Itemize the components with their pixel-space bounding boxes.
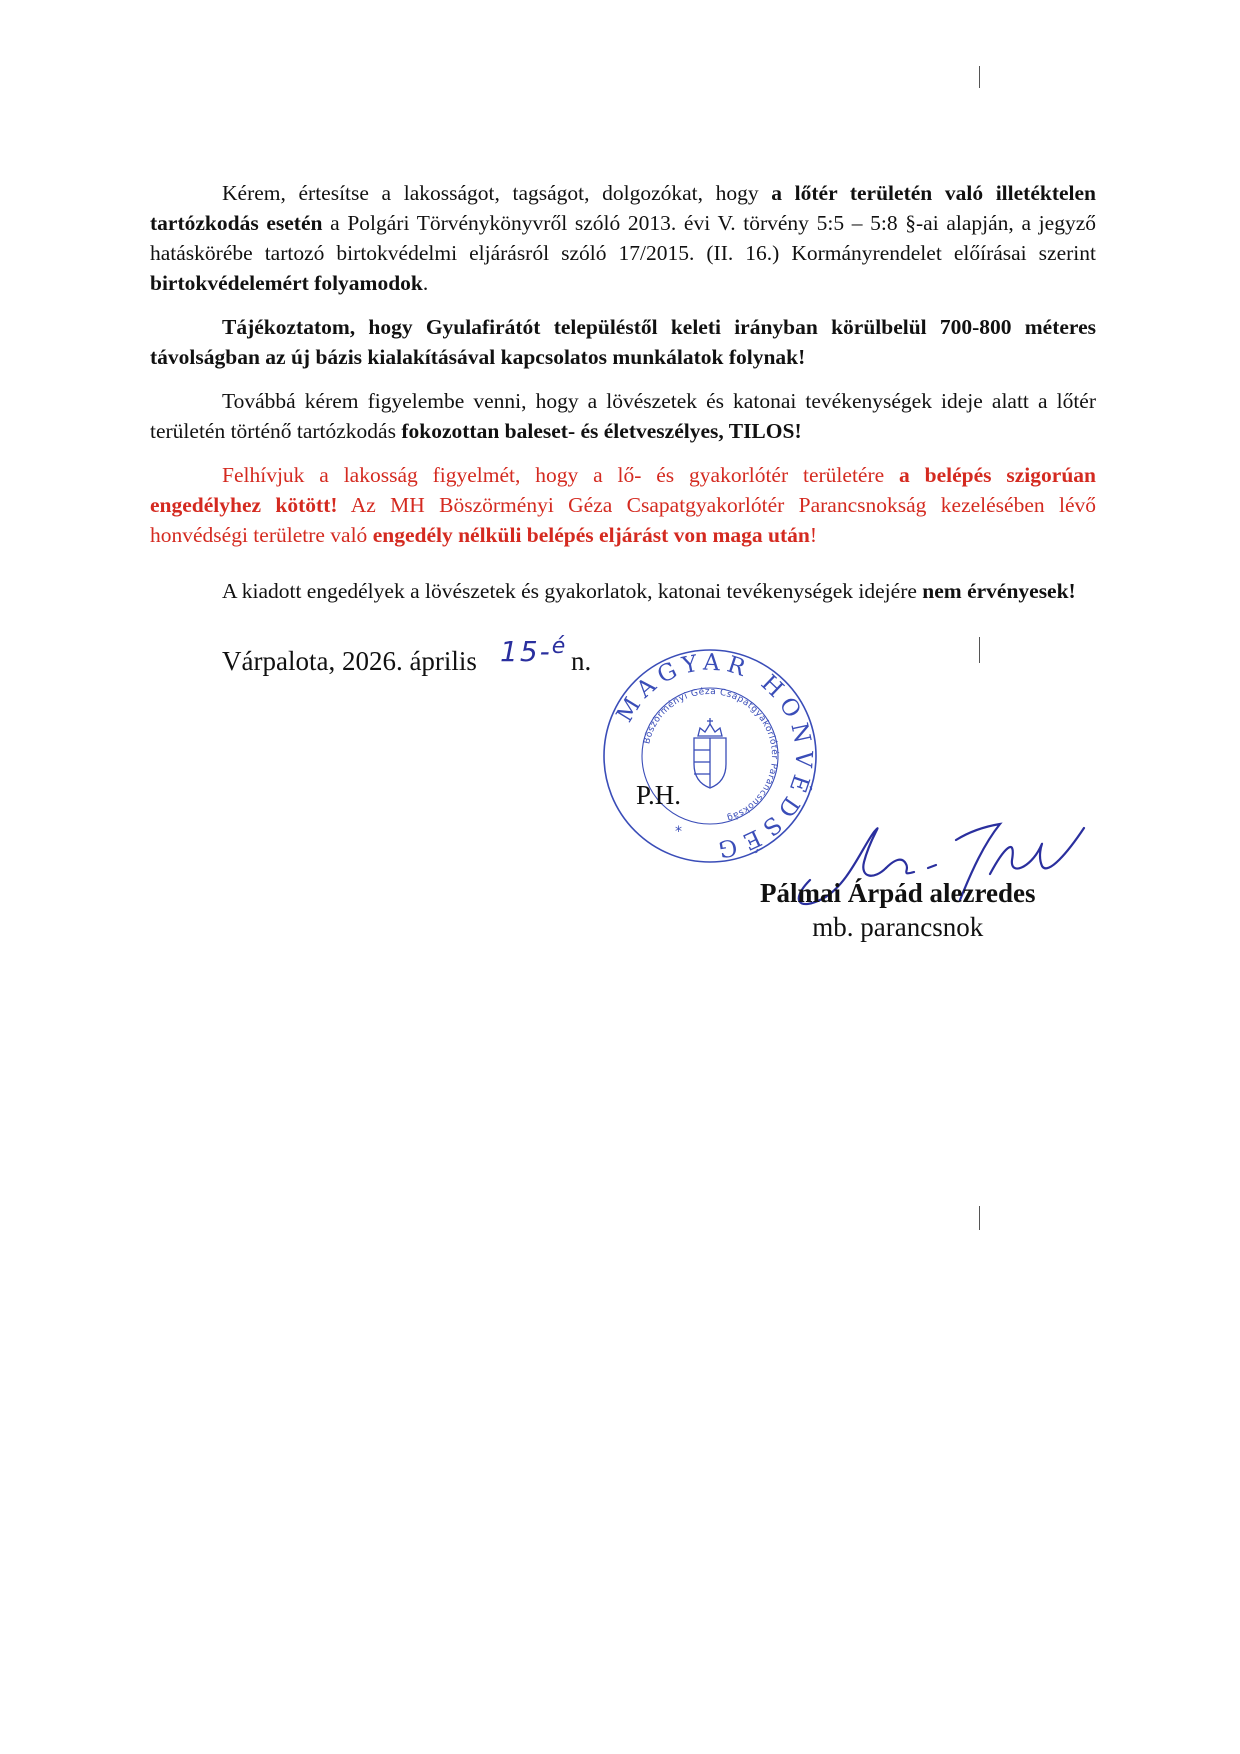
text-run: a Polgári Törvénykönyvről szóló 2013. évi V. törvény 5:5 – 5:8 §-ai alapján, a jegyző hatáskörébe tartozó birtokvédelmi eljárásról szóló 17/2015. (II. 16.) Kormányrendelet előírásai szerint [150, 211, 1096, 265]
text-run: . [422, 271, 429, 295]
paragraph [150, 576, 1096, 606]
bold-text: nem érvényesek! [922, 579, 1076, 603]
paragraph [150, 178, 1096, 298]
bold-text: birtokvédelemért folyamodok [150, 271, 423, 295]
bold-text: fokozottan baleset- és életveszélyes, TILOS! [401, 419, 802, 443]
bold-text: Tájékoztatom, hogy Gyulafirátót településtől keleti irányban körülbelül 700-800 méteres távolságban az új bázis kialakításával kapcsolatos munkálatok folynak! [150, 315, 1096, 369]
handwritten-day: 15-$^é$ [500, 634, 568, 668]
scan-mark [979, 66, 980, 88]
paragraph [150, 386, 1096, 446]
stamp-star-icon: * [675, 824, 682, 840]
signatory-block [760, 876, 1035, 944]
text-run: ! [809, 523, 818, 547]
text-run: Felhívjuk a lakosság figyelmét, hogy a lő- és gyakorlótér területére [222, 463, 900, 487]
signatory-name: Pálmai Árpád alezredes [760, 878, 1036, 908]
text-run: Továbbá kérem figyelembe venni, hogy a lövészetek és katonai tevékenységek ideje alatt a lőtér területén történő tartózkodás [150, 389, 1096, 443]
text-run: Az MH Böszörményi Géza Csapatgyakorlótér Parancsnokság kezelésében lévő honvédségi területre való [150, 493, 1097, 547]
stamp-inner-text: Böszörményi Géza Csapatgyakorlótér Parancsnokság [642, 686, 780, 823]
ph-label: P.H. [636, 780, 682, 810]
scan-mark [979, 1206, 980, 1230]
paragraph [150, 312, 1096, 372]
date-line [222, 646, 477, 677]
paragraph [150, 460, 1096, 550]
stamp-outer-text: MAGYAR HONVÉDSÉG [611, 649, 817, 863]
text-run: A kiadott engedélyek a lövészetek és gyakorlatok, katonai tevékenységek idejére [222, 579, 923, 603]
bold-text: a lőtér területén való illetéktelen tartózkodás esetén [150, 181, 1096, 235]
letter-body [150, 178, 1096, 620]
signatory-title: mb. parancsnok [812, 912, 984, 942]
date-suffix: n. [571, 646, 592, 676]
coat-of-arms-icon [694, 718, 726, 788]
scan-mark [979, 637, 980, 663]
bold-text: a belépés szigorúan engedélyhez kötött! [150, 463, 1096, 517]
date-prefix: Várpalota, 2026. április [222, 646, 477, 676]
text-run: Kérem, értesítse a lakosságot, tagságot, dolgozókat, hogy [222, 181, 772, 205]
bold-text: engedély nélküli belépés eljárást von maga után [372, 523, 810, 547]
